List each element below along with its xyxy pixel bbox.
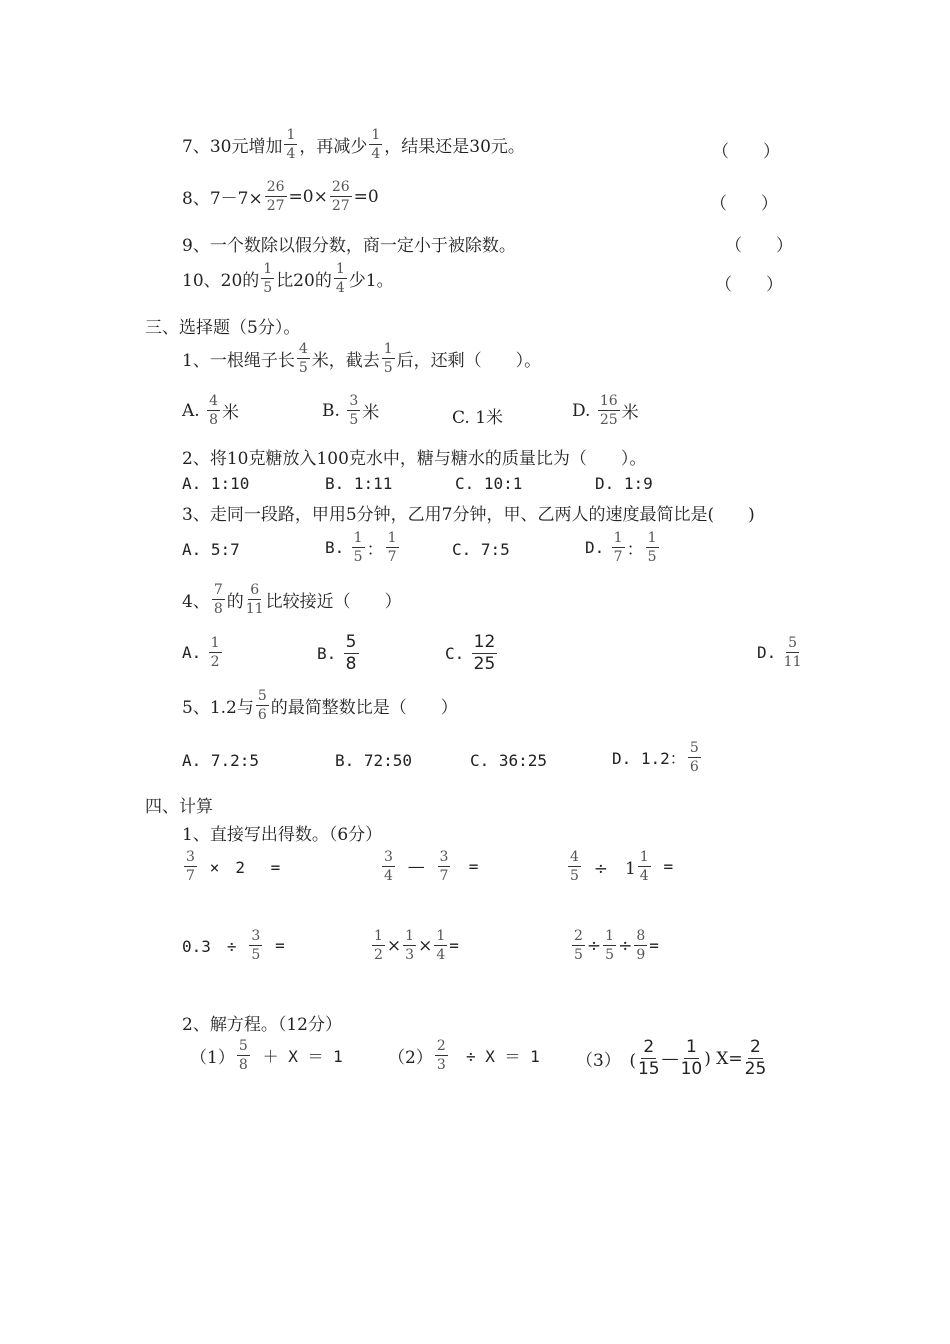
fraction: 1 4 [371,127,381,162]
q10-post: 少1。 [348,271,394,291]
option-label: A. [182,643,202,662]
section-4-title: 四、计算 [145,797,213,817]
fraction: 4 5 [298,341,308,376]
calc-expression-6 [570,929,659,962]
operator: ÷ [586,935,602,956]
fraction: 4 8 [209,393,219,428]
option-a[interactable]: A. 7.2:5 [182,751,260,770]
equation-label: （1） [190,1048,235,1068]
option-a[interactable] [182,394,239,427]
option-d[interactable]: D. 1:9 [595,474,653,493]
q5-post: 的最简整数比是（ ） [270,698,458,718]
option-label: D. [757,643,777,662]
q8-mid: =0× [288,186,328,207]
equation-mid: ) X= [704,1048,743,1069]
mc-question-1 [182,342,541,375]
fraction: $\frac{2}{5}$ [574,928,583,963]
option-d[interactable] [572,394,639,427]
q8-pre: 8、7－7× [182,189,263,209]
fraction: 2 15 [637,1037,660,1079]
calc-expression-4 [182,929,285,962]
q1-mid: 米，截去 [311,351,380,371]
option-label: C. [445,644,465,663]
equation-rest: ÷ X ＝ 1 [465,1047,540,1066]
option-label: B. [317,644,337,663]
fraction: $\frac{3}{5}$ [251,928,261,963]
equals: = [449,936,459,955]
fraction: $\frac{3}{7}$ [439,849,449,884]
fraction: 1 5 [263,261,273,296]
option-label: D. 1.2： [612,749,686,768]
option-label: D. [572,400,591,421]
fraction: $\frac{1}{4}$ [436,928,446,963]
equals: = [649,936,659,955]
q1-post: 后，还剩（ ）。 [396,351,542,371]
option-unit: 米 [621,403,639,423]
fraction: $\frac{3}{7}$ [186,849,195,884]
equation-1 [190,1039,343,1072]
option-c[interactable]: C. 10:1 [455,474,523,493]
q8-post: =0 [353,186,379,207]
equals: = [275,936,285,955]
option-c[interactable] [452,403,503,428]
fraction: 5 6 [689,740,699,775]
operator: ÷ 1 [593,859,636,879]
q4-pre: 4、 [182,592,210,612]
calc-expression-3 [566,850,673,883]
operator: × [418,935,433,956]
question-7 [182,128,525,161]
fraction: $\frac{2}{25}$ [744,1037,767,1079]
option-c[interactable] [445,634,499,673]
calc-expression-5 [370,929,459,962]
fraction: 1 10 [680,1037,703,1079]
fraction: 5 6 [257,688,267,723]
option-b[interactable]: B. 72:50 [335,751,413,770]
option-label: B. [325,538,345,557]
option-d[interactable] [757,636,804,669]
fraction: 7 8 [213,582,223,617]
calc-expression-1 [182,850,280,883]
fraction: 3 5 [349,393,359,428]
fraction: 1 2 [210,635,220,670]
q7-mid: ，再减少 [299,137,368,157]
q7-pre: 7、30元增加 [182,137,283,157]
fraction: 1 7 [613,530,623,565]
section-3-title: 三、选择题（5分）。 [145,318,301,338]
answer-paren[interactable]: （ ） [715,275,783,295]
mc-question-2 [182,444,646,469]
fraction: $\frac{1}{2}$ [374,928,383,963]
option-b[interactable]: B. 1:11 [325,474,393,493]
fraction: 5 11 [783,635,802,670]
q9-text: 9、一个数除以假分数，商一定小于被除数。 [182,236,516,256]
equals: = [663,857,674,876]
q10-mid: 比20的 [276,271,332,291]
option-a[interactable]: A. 5:7 [182,540,240,559]
option-c[interactable]: C. 7:5 [452,540,510,559]
fraction: 3 4 [384,849,393,884]
option-c[interactable]: C. 36:25 [470,751,548,770]
q3-text: 3、走同一段路，甲用5分钟，乙用7分钟，甲、乙两人的速度最简比是( ) [182,505,755,525]
option-a[interactable]: A. 1:10 [182,474,250,493]
option-label: D. [585,538,605,557]
operator: — [661,1048,679,1069]
fraction: $\frac{1}{5}$ [605,928,615,963]
option-b[interactable] [325,531,401,564]
q4-mid: 的 [226,592,244,612]
answer-paren[interactable]: （ ） [712,142,780,162]
fraction: $\frac{8}{9}$ [636,928,646,963]
fraction: $\frac{2}{3}$ [436,1038,446,1073]
option-label: C. 1米 [452,408,504,428]
question-10 [182,262,394,295]
operator: ÷ [618,935,633,956]
option-d[interactable] [612,741,703,774]
fraction: $\frac{1}{3}$ [405,928,415,963]
equation-rest: ＋ X ＝ 1 [262,1047,343,1066]
fraction: 1 5 [647,530,657,565]
fraction: 5 8 [238,1038,248,1073]
q5-pre: 5、1.2与 [182,698,254,718]
section-4-sub2: 2、解方程。（12分） [182,1015,342,1035]
fraction: 5 8 [345,632,357,674]
fraction: 1 4 [286,127,296,162]
option-a[interactable] [182,636,224,669]
option-unit: 米 [362,403,380,423]
expr-pre: 0.3 ÷ [182,937,237,956]
expr-rest: × 2 = [209,858,281,877]
operator: — [407,856,425,877]
fraction: 1 7 [387,530,397,565]
ratio-sep: ： [366,540,384,560]
ratio-sep: ： [626,540,644,560]
fraction: 12 25 [473,632,496,674]
fraction: 16 25 [599,393,618,428]
option-label: A. [182,400,200,421]
mc-question-4 [182,583,402,616]
calc-expression-2 [380,850,478,883]
fraction: $\frac{26}{27}$ [331,179,350,214]
equation-2 [388,1039,540,1072]
equation-label: （2） [388,1048,433,1068]
option-unit: 米 [222,403,240,423]
option-label: B. [322,400,340,421]
question-9 [182,231,516,256]
fraction: $\frac{26}{27}$ [266,179,285,214]
q10-pre: 10、20的 [182,271,260,291]
fraction: $\frac{4}{5}$ [570,849,579,884]
section-4-sub1: 1、直接写出得数。（6分） [182,825,383,845]
q7-post: ，结果还是30元。 [384,137,525,157]
q2-text: 2、将10克糖放入100克水中，糖与糖水的质量比为（ ）。 [182,449,647,469]
option-b[interactable] [317,634,361,673]
mc-question-5 [182,689,458,722]
equals: = [468,857,479,876]
q4-post: 比较接近（ ） [265,592,402,612]
fraction: $\frac{1}{4}$ [639,849,649,884]
equation-label: （3） ( [576,1051,636,1071]
equation-3 [576,1039,768,1078]
option-b[interactable] [322,394,379,427]
answer-paren[interactable]: （ ） [710,194,778,214]
fraction: 6 11 [245,582,264,617]
mc-question-3 [182,500,755,525]
fraction: 1 5 [353,530,363,565]
question-8 [182,180,379,213]
operator: × [386,935,402,956]
fraction: 1 4 [335,261,345,296]
option-d[interactable] [585,531,661,564]
answer-paren[interactable]: （ ） [725,236,793,256]
q1-pre: 1、一根绳子长 [182,351,295,371]
fraction: 1 5 [383,341,393,376]
